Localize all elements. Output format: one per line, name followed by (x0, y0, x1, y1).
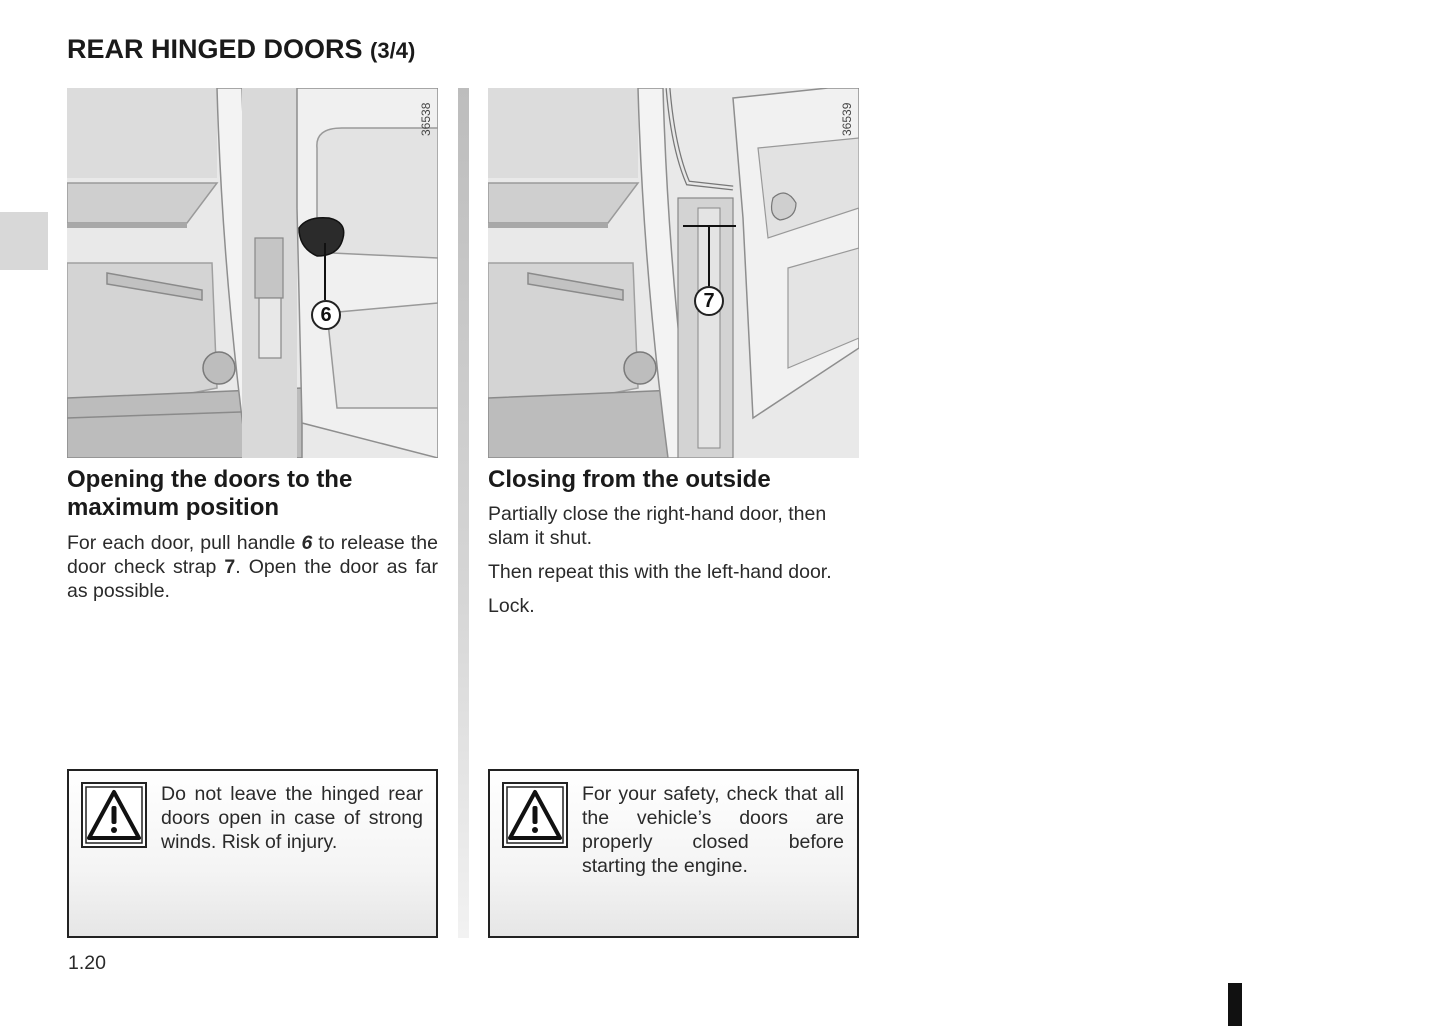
illustration-id: 36539 (840, 102, 854, 136)
illustration-closing-doors (488, 88, 859, 458)
illustration-id: 36538 (419, 102, 433, 136)
warning-triangle-icon (502, 782, 568, 848)
handle-ref: 6 (301, 532, 313, 554)
strap-ref: 7 (224, 556, 236, 578)
section-heading-opening: Opening the doors to the maximum position (67, 466, 353, 521)
section-heading-closing: Closing from the outside (488, 466, 771, 493)
column-divider (458, 88, 469, 938)
illustration-opening-doors (67, 88, 438, 458)
instr-segment: For each door, pull handle (67, 532, 302, 554)
closing-paragraph: Partially close the right-hand door, then slam it shut. (488, 503, 827, 549)
callout-6-badge: 6 (311, 300, 341, 330)
page-edge-marker (1228, 983, 1242, 1026)
callout-7-badge: 7 (694, 286, 724, 316)
page-number: 1.20 (68, 952, 106, 974)
title-suffix: (3/4) (370, 38, 416, 63)
warning-triangle-icon (81, 782, 147, 848)
warning-box-safety (488, 769, 859, 938)
closing-paragraph: Then repeat this with the left-hand door. (488, 561, 832, 583)
page-title (67, 34, 415, 65)
warning-text: For your safety, check that all the vehicle’s doors are properly closed before starting the engine. (582, 783, 844, 877)
warning-box-wind (67, 769, 438, 938)
opening-instructions (67, 531, 438, 603)
warning-text: Do not leave the hinged rear doors open in case of strong winds. Risk of injury. (161, 783, 423, 853)
instr-segment: . Open the door as far as possible. (67, 556, 438, 602)
section-side-tab (0, 212, 48, 270)
instr-segment: to release the door check strap (67, 532, 438, 578)
closing-paragraph: Lock. (488, 595, 535, 617)
title-main: REAR HINGED DOORS (67, 34, 363, 64)
